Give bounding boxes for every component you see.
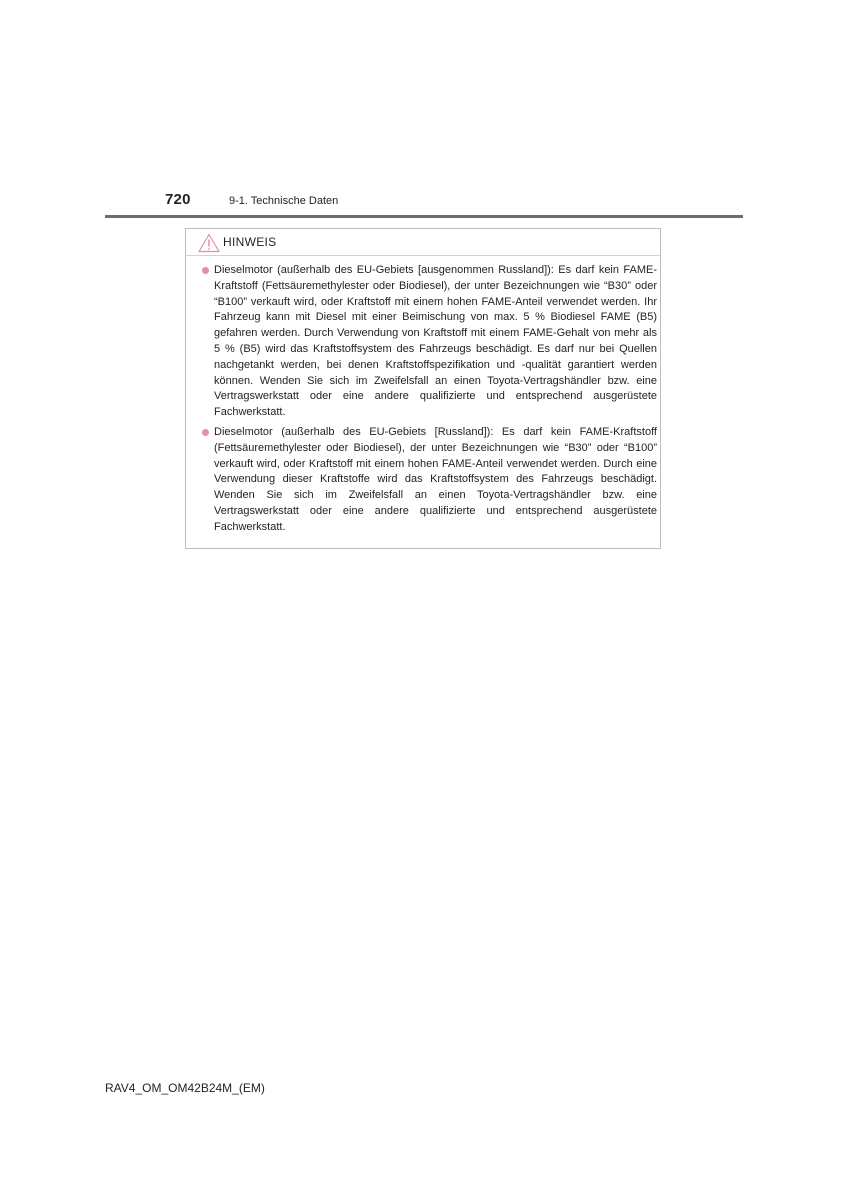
- header-divider: [105, 215, 743, 218]
- bullet-icon: [202, 267, 209, 274]
- notice-item-text: Dieselmotor (außerhalb des EU-Gebiets [ausgenommen Russland]): Es darf kein FAME-Kraftstoff (Fettsäuremethylester oder Biodiesel), der unter Bezeichnungen wie “B30” oder “B100” verkauft wird, oder Kraftstoff mit einem hohen FAME-Anteil verwendet werden. Ihr Fahrzeug kann mit Diesel mit einer Beimischung von max. 5 % Biodiesel FAME (B5) gefahren werden. Durch Verwendung von Kraftstoff mit einem FAME-Gehalt von mehr als 5 % (B5) wird das Kraftstoffsystem des Fahrzeugs beschädigt. Es darf nur bei Quellen nachgetankt werden, bei denen Kraftstoffspezifikation und -qualität garantiert werden können. Wenden Sie sich im Zweifelsfall an einen Toyota-Vertragshändler bzw. eine Vertragswerkstatt oder eine andere qualifizierte und entsprechend ausgerüstete Fachwerkstatt.: [214, 264, 657, 419]
- section-title: 9-1. Technische Daten: [229, 195, 339, 207]
- notice-item-text: Dieselmotor (außerhalb des EU-Gebiets [Russland]): Es darf kein FAME-Kraftstoff (Fettsäuremethylester oder Biodiesel), der unter Bezeichnungen wie “B30” oder “B100” verkauft wird, oder Kraftstoff mit einem hohen FAME-Anteil verwendet werden. Durch eine Verwendung dieser Kraftstoffe wird das Kraftstoffsystem des Fahrzeugs beschädigt. Wenden Sie sich im Zweifelsfall an einen Toyota-Vertragshändler bzw. eine Vertragswerkstatt oder eine andere qualifizierte und entsprechend ausgerüstete Fachwerkstatt.: [214, 425, 657, 533]
- notice-item: [202, 425, 657, 536]
- notice-title: HINWEIS: [223, 235, 277, 249]
- page-number: 720: [165, 191, 191, 208]
- notice-header: [186, 229, 660, 256]
- notice-body: [202, 263, 657, 540]
- notice-box: [185, 228, 661, 549]
- notice-item: [202, 263, 657, 421]
- bullet-icon: [202, 429, 209, 436]
- document-code: RAV4_OM_OM42B24M_(EM): [105, 1081, 265, 1095]
- warning-triangle-icon: [198, 233, 220, 253]
